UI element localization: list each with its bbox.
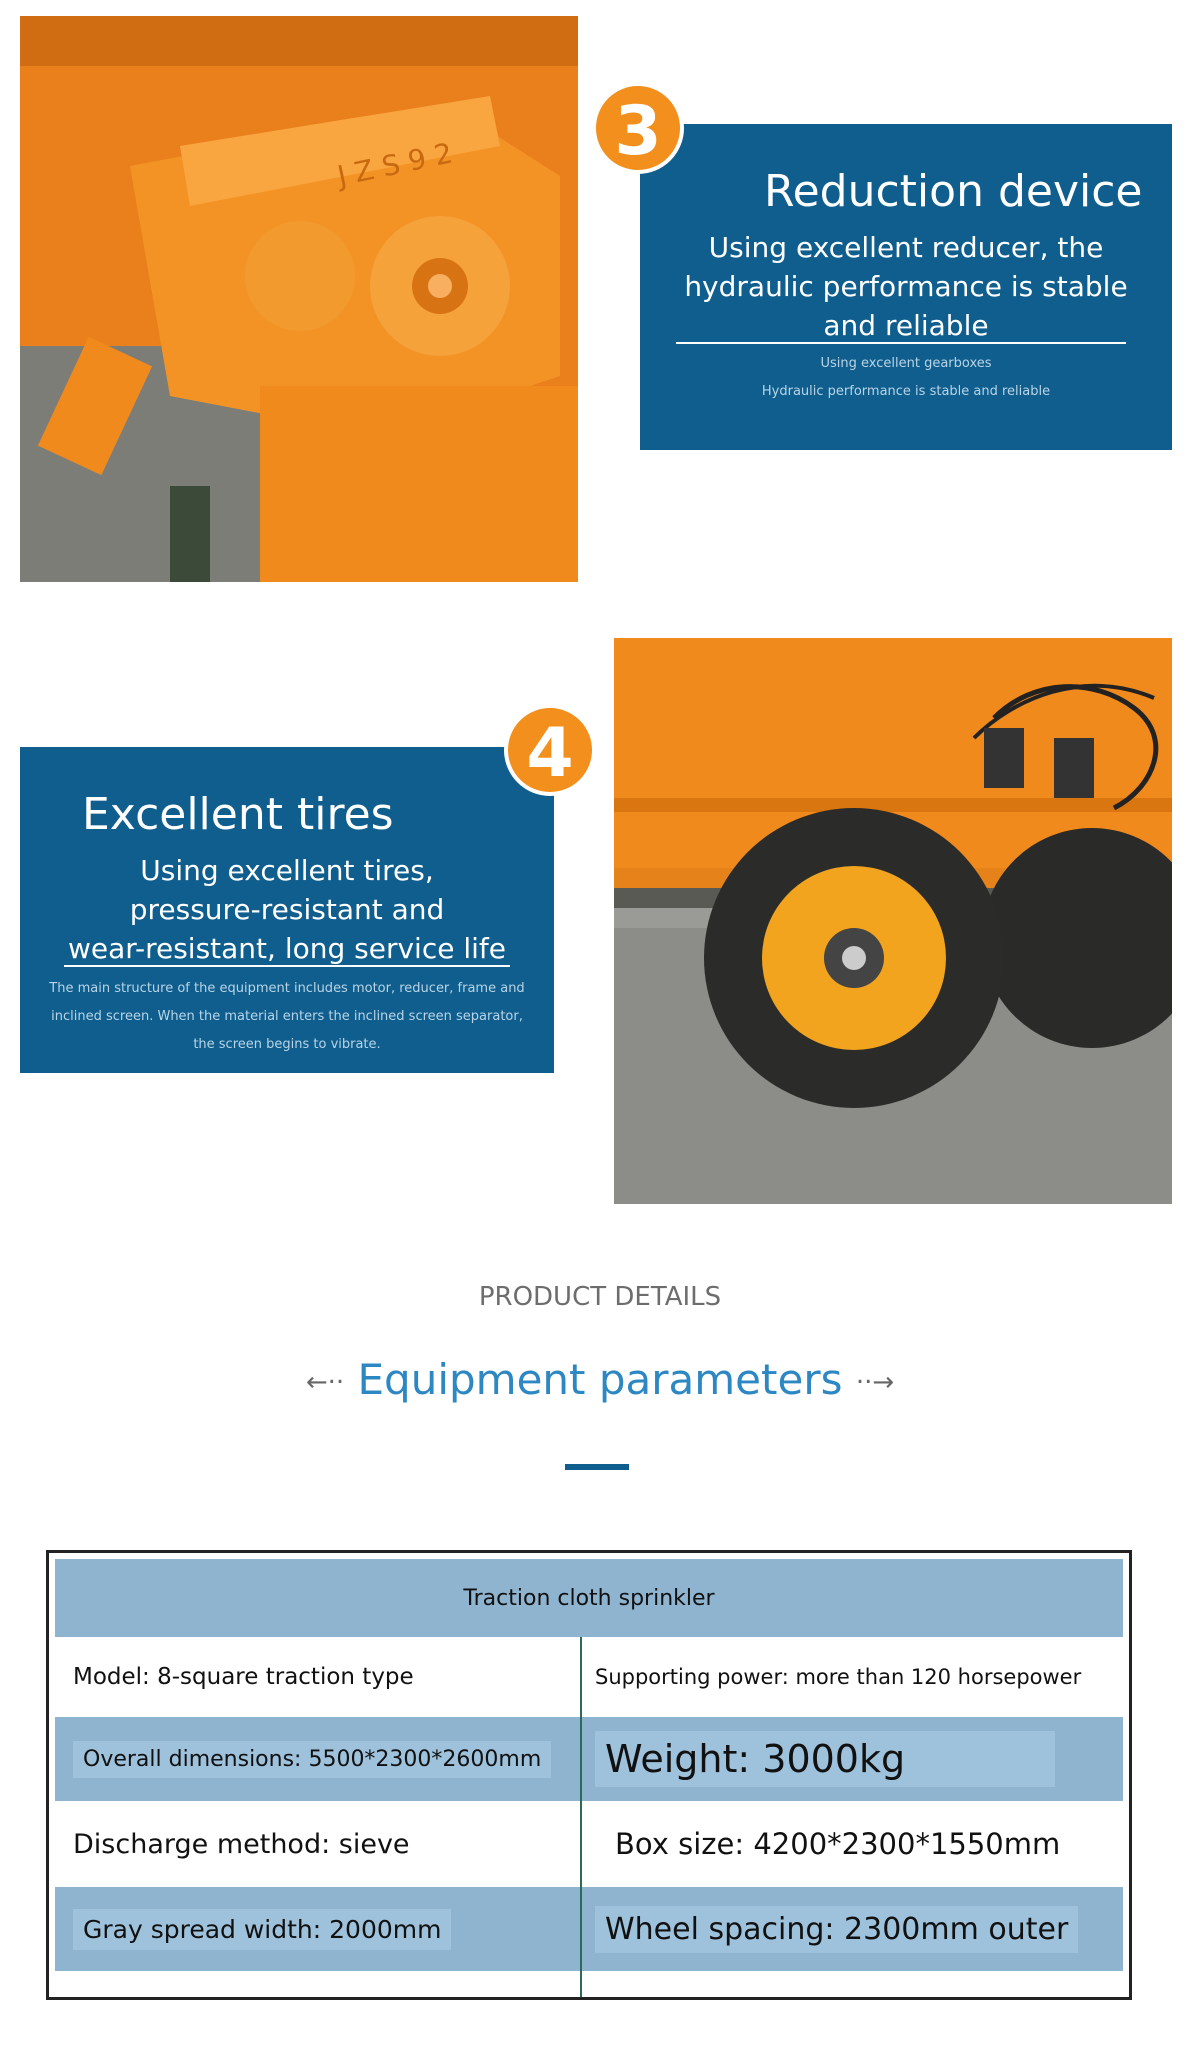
reduction-device-title: Reduction device — [764, 166, 1143, 217]
equipment-parameters-title — [0, 1355, 1200, 1404]
subtitle-line: Using excellent reducer, the — [708, 231, 1104, 264]
svg-text:J Z S 9 2: J Z S 9 2 — [334, 136, 456, 193]
reducer-photo — [20, 16, 578, 582]
cell-text: Wheel spacing: 2300mm outer — [595, 1906, 1078, 1953]
step-badge-3: 3 — [592, 82, 684, 174]
table-cell: Discharge method: sieve — [73, 1828, 410, 1860]
subtitle-line: and reliable — [823, 309, 989, 342]
subtitle-line: wear-resistant, long service life — [67, 932, 507, 965]
table-cell — [595, 1717, 1115, 1801]
product-details-kicker: PRODUCT DETAILS — [478, 1282, 722, 1312]
reduction-device-panel — [640, 124, 1172, 450]
table-header-row — [55, 1559, 1123, 1637]
table-cell — [73, 1887, 573, 1971]
divider-line — [64, 965, 510, 967]
left-arrow-icon: ←·· — [305, 1367, 345, 1398]
table-row — [55, 1801, 1123, 1887]
table-row — [55, 1637, 1123, 1717]
subtitle-line: pressure-resistant and — [129, 893, 445, 926]
step-badge-4: 4 — [504, 704, 596, 796]
right-arrow-icon: ··→ — [855, 1367, 895, 1398]
column-divider — [580, 1637, 582, 1997]
small-line: Using excellent gearboxes — [820, 356, 992, 371]
cell-text: Overall dimensions: 5500*2300*2600mm — [73, 1741, 551, 1778]
table-row — [55, 1717, 1123, 1801]
excellent-tires-small-text — [40, 975, 534, 1059]
table-cell: Model: 8-square traction type — [73, 1664, 414, 1690]
title-underline-bar — [565, 1464, 629, 1470]
small-line: the screen begins to vibrate. — [193, 1037, 381, 1052]
table-cell — [595, 1887, 1115, 1971]
table-cell — [73, 1717, 573, 1801]
parameter-table — [46, 1550, 1132, 2000]
small-line: Hydraulic performance is stable and reliable — [761, 384, 1051, 399]
table-row — [55, 1887, 1123, 1971]
small-line: The main structure of the equipment includes motor, reducer, frame and — [49, 981, 525, 996]
excellent-tires-subtitle — [20, 851, 554, 968]
reduction-device-small-text — [640, 350, 1172, 406]
excellent-tires-panel — [20, 747, 554, 1073]
excellent-tires-title: Excellent tires — [82, 789, 394, 840]
tire-photo — [614, 638, 1172, 1204]
section-title-text: Equipment parameters — [357, 1355, 843, 1404]
divider-line — [676, 342, 1126, 344]
cell-text: Gray spread width: 2000mm — [73, 1909, 451, 1950]
table-cell: Box size: 4200*2300*1550mm — [615, 1827, 1061, 1861]
table-cell: Supporting power: more than 120 horsepower — [595, 1665, 1082, 1689]
table-header-cell: Traction cloth sprinkler — [463, 1585, 715, 1611]
subtitle-line: Using excellent tires, — [140, 854, 434, 887]
subtitle-line: hydraulic performance is stable — [684, 270, 1128, 303]
cell-text: Weight: 3000kg — [595, 1731, 1055, 1787]
small-line: inclined screen. When the material enters the inclined screen separator, — [51, 1009, 523, 1024]
reduction-device-subtitle — [640, 228, 1172, 345]
